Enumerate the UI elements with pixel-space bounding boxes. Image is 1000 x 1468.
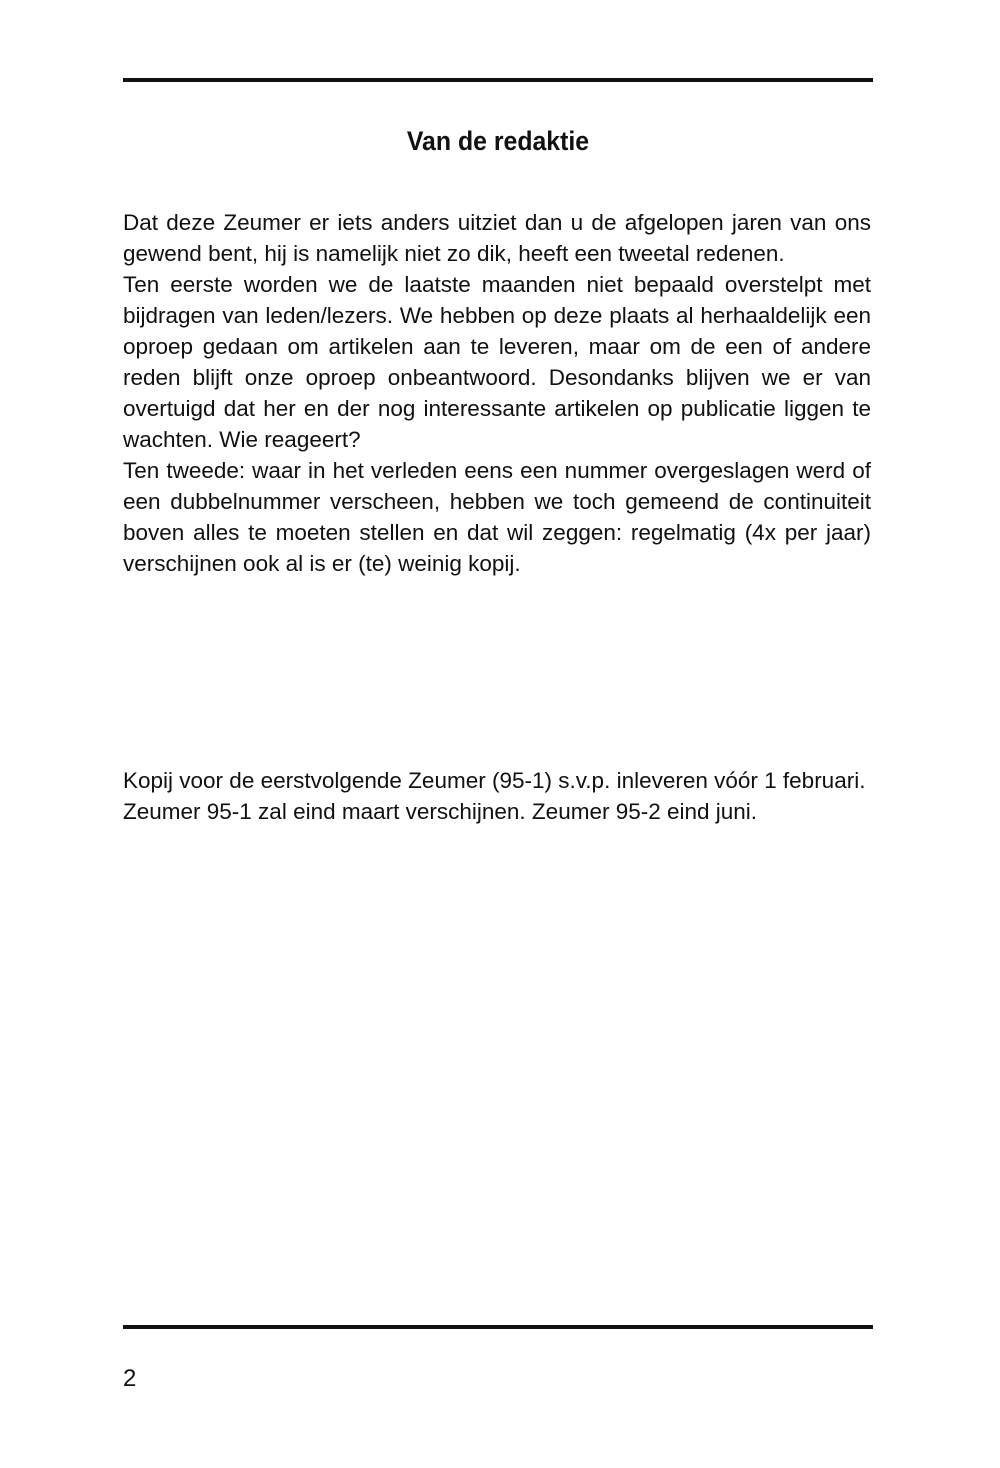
paragraph-first-reason: Ten eerste worden we de laatste maanden niet bepaald overstelpt met bijdragen van leden/lezers. We hebben op deze plaats al herhaaldelijk een oproep gedaan om artikelen aan te leveren, maar om de een of andere reden blijft onze oproep onbeantwoord. Desondanks blijven we er van overtuigd dat her en der nog interessante artikelen op publicatie liggen te wachten. Wie reageert?: [123, 272, 871, 452]
notice-deadline: Kopij voor de eerstvolgende Zeumer (95-1) s.v.p. inleveren vóór 1 februari.: [123, 768, 866, 793]
top-divider: [123, 78, 873, 82]
copy-deadline-notice: [123, 765, 871, 827]
paragraph-intro: Dat deze Zeumer er iets anders uitziet dan u de afgelopen jaren van ons gewend bent, hij is namelijk niet zo dik, heeft een tweetal redenen.: [123, 210, 871, 266]
page-number: 2: [123, 1365, 137, 1392]
bottom-divider: [123, 1325, 873, 1329]
article-body: [123, 207, 871, 579]
page-title: Van de redaktie: [406, 126, 590, 157]
notice-publication-dates: Zeumer 95-1 zal eind maart verschijnen. Zeumer 95-2 eind juni.: [123, 799, 758, 824]
paragraph-second-reason: Ten tweede: waar in het verleden eens een nummer overgeslagen werd of een dubbelnummer verscheen, hebben we toch gemeend de continuiteit boven alles te moeten stellen en dat wil zeggen: regelmatig (4x per jaar) verschijnen ook al is er (te) weinig kopij.: [123, 458, 871, 576]
